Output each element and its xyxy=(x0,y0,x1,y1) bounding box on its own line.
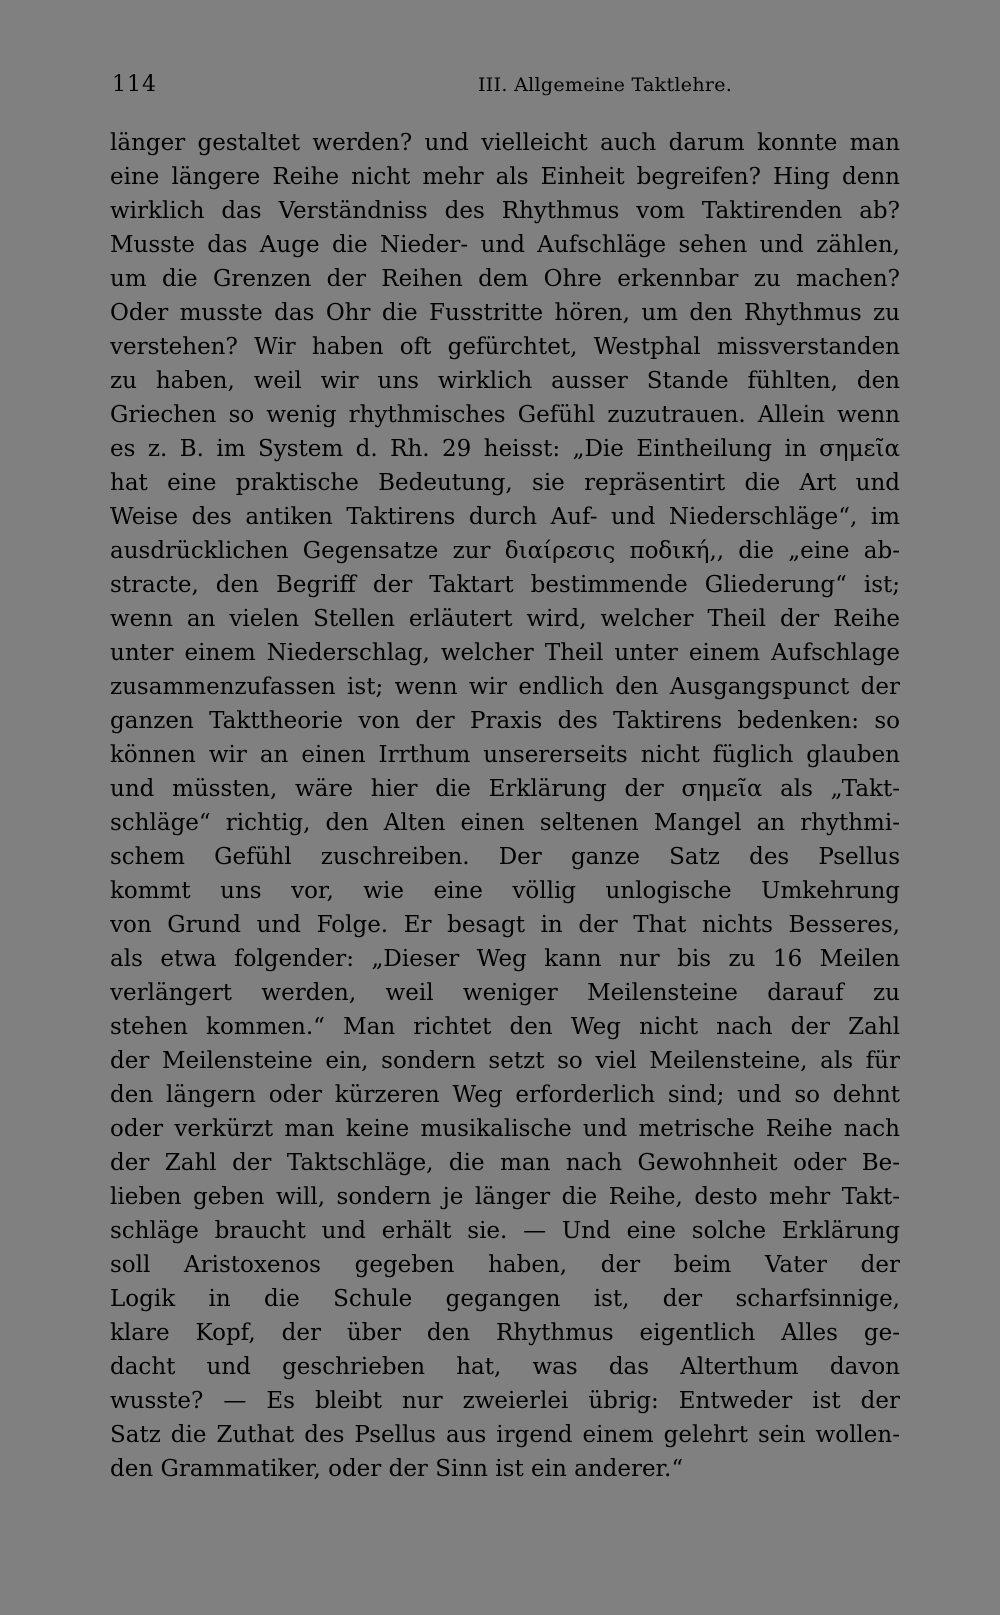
text-line: zusammenzufassen ist; wenn wir endlich den Ausgangspunct der xyxy=(110,674,900,700)
text-line: verstehen? Wir haben oft gefürchtet, Westphal missverstanden xyxy=(110,334,900,360)
text-line: als etwa folgender: „Dieser Weg kann nur bis zu 16 Meilen xyxy=(110,946,900,972)
text-line: um die Grenzen der Reihen dem Ohre erkennbar zu machen? xyxy=(110,266,900,292)
text-line: zu haben, weil wir uns wirklich ausser Stande fühlten, den xyxy=(110,368,900,394)
text-line: lieben geben will, sondern je länger die Reihe, desto mehr Takt- xyxy=(110,1184,900,1210)
text-line: Oder musste das Ohr die Fusstritte hören, um den Rhythmus zu xyxy=(110,300,900,326)
page-header xyxy=(110,72,900,106)
text-line: kommt uns vor, wie eine völlig unlogische Umkehrung xyxy=(110,878,900,904)
body-text xyxy=(110,126,900,1486)
text-line: Musste das Auge die Nieder- und Aufschläge sehen und zählen, xyxy=(110,232,900,258)
text-line: eine längere Reihe nicht mehr als Einheit begreifen? Hing denn xyxy=(110,164,900,190)
text-line: Logik in die Schule gegangen ist, der scharfsinnige, xyxy=(110,1286,900,1312)
text-line: wirklich das Verständniss des Rhythmus vom Taktirenden ab? xyxy=(110,198,900,224)
text-line: von Grund und Folge. Er besagt in der That nichts Besseres, xyxy=(110,912,900,938)
text-line: länger gestaltet werden? und vielleicht auch darum konnte man xyxy=(110,130,900,156)
text-line: oder verkürzt man keine musikalische und metrische Reihe nach xyxy=(110,1116,900,1142)
text-line: Griechen so wenig rhythmisches Gefühl zuzutrauen. Allein wenn xyxy=(110,402,900,428)
text-line: der Meilensteine ein, sondern setzt so viel Meilensteine, als für xyxy=(110,1048,900,1074)
text-line: schem Gefühl zuschreiben. Der ganze Satz des Psellus xyxy=(110,844,900,870)
text-line: schläge braucht und erhält sie. — Und eine solche Erklärung xyxy=(110,1218,900,1244)
text-line: Satz die Zuthat des Psellus aus irgend einem gelehrt sein wollen- xyxy=(110,1422,900,1448)
text-line: Weise des antiken Taktirens durch Auf- und Niederschläge“, im xyxy=(110,504,900,530)
text-line: stehen kommen.“ Man richtet den Weg nicht nach der Zahl xyxy=(110,1014,900,1040)
text-line: stracte, den Begriff der Taktart bestimmende Gliederung“ ist; xyxy=(110,572,900,598)
text-line: klare Kopf, der über den Rhythmus eigentlich Alles ge- xyxy=(110,1320,900,1346)
text-line: unter einem Niederschlag, welcher Theil unter einem Aufschlage xyxy=(110,640,900,666)
text-line: soll Aristoxenos gegeben haben, der beim Vater der xyxy=(110,1252,900,1278)
text-line: der Zahl der Taktschläge, die man nach Gewohnheit oder Be- xyxy=(110,1150,900,1176)
text-line: wusste? — Es bleibt nur zweierlei übrig: Entweder ist der xyxy=(110,1388,900,1414)
text-line: verlängert werden, weil weniger Meilensteine darauf zu xyxy=(110,980,900,1006)
text-line: ausdrücklichen Gegensatze zur διαίρεσις ποδική,, die „eine ab- xyxy=(110,538,900,564)
text-line: dacht und geschrieben hat, was das Alterthum davon xyxy=(110,1354,900,1380)
text-line: den Grammatiker, oder der Sinn ist ein anderer.“ xyxy=(110,1456,684,1482)
running-head: III. Allgemeine Taktlehre. xyxy=(478,74,733,96)
text-line: können wir an einen Irrthum unsererseits nicht füglich glauben xyxy=(110,742,900,768)
text-line: es z. B. im System d. Rh. 29 heisst: „Die Eintheilung in σημεῖα xyxy=(110,436,900,462)
text-line: und müssten, wäre hier die Erklärung der σημεῖα als „Takt- xyxy=(110,776,900,802)
text-line: hat eine praktische Bedeutung, sie repräsentirt die Art und xyxy=(110,470,900,496)
text-line: den längern oder kürzeren Weg erforderlich sind; und so dehnt xyxy=(110,1082,900,1108)
page-number: 114 xyxy=(112,72,157,97)
text-line: wenn an vielen Stellen erläutert wird, welcher Theil der Reihe xyxy=(110,606,900,632)
text-line: ganzen Takttheorie von der Praxis des Taktirens bedenken: so xyxy=(110,708,900,734)
text-line: schläge“ richtig, den Alten einen seltenen Mangel an rhythmi- xyxy=(110,810,900,836)
